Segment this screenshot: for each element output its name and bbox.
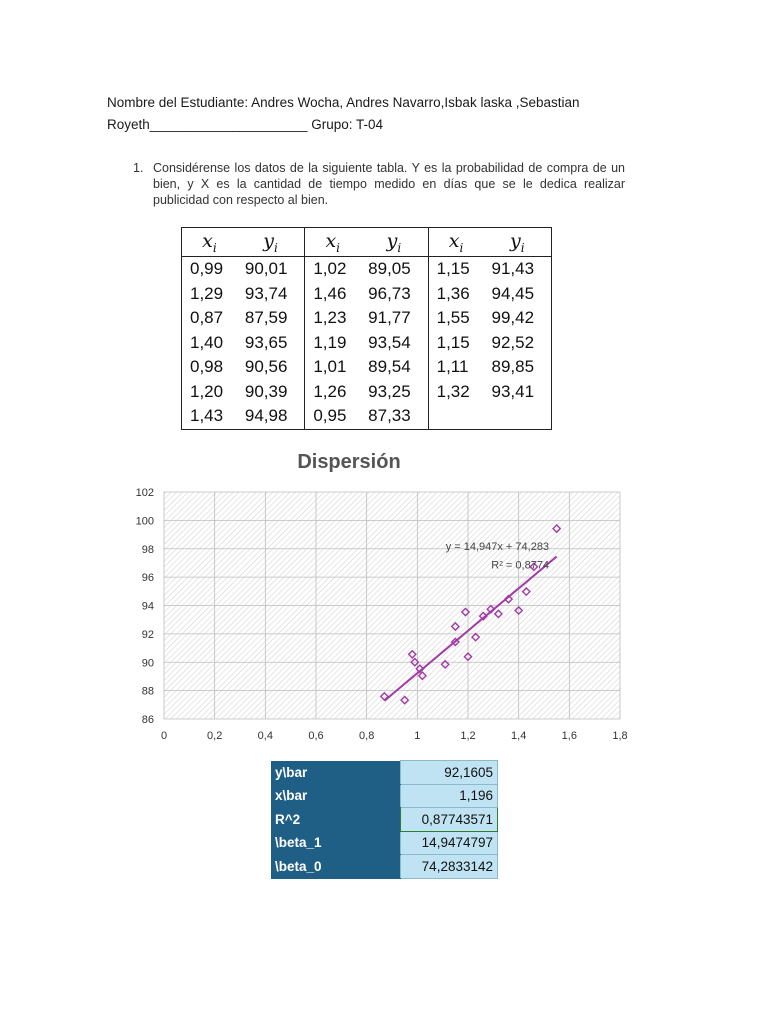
data-table xyxy=(181,227,552,430)
table-cell: 1,11 xyxy=(436,357,469,377)
x-tick-label: 1 xyxy=(414,730,421,742)
x-tick-label: 0,6 xyxy=(308,730,324,742)
col-header: $y_i$ xyxy=(509,229,525,255)
table-cell: 94,98 xyxy=(237,404,305,429)
table-cell: 89,05 xyxy=(360,257,428,282)
table-cell: 91,43 xyxy=(491,259,535,279)
table-cell: 96,73 xyxy=(360,282,428,307)
table-cell: 89,54 xyxy=(360,355,428,380)
table-cell: 87,33 xyxy=(360,404,428,429)
summary-row xyxy=(271,855,498,879)
table-cell: 1,01 xyxy=(313,357,347,377)
col-header: $y_i$ xyxy=(360,228,428,257)
table-cell: 93,65 xyxy=(237,331,305,356)
table-cell: 1,20 xyxy=(190,381,224,401)
x-tick-label: 0,2 xyxy=(207,730,223,742)
y-tick-label: 94 xyxy=(141,600,154,613)
summary-row xyxy=(271,808,498,832)
x-axis-ticks xyxy=(161,730,628,742)
table-cell: 1,15 xyxy=(436,259,470,279)
x-tick-label: 0,8 xyxy=(359,730,375,742)
table-cell: 1,55 xyxy=(436,308,470,328)
summary-label: \beta_1 xyxy=(271,831,401,855)
summary-label: x\bar xyxy=(271,784,401,808)
table-row xyxy=(182,306,552,331)
y-tick-label: 86 xyxy=(141,714,154,726)
student-header xyxy=(107,92,647,136)
col-header: $y_i$ xyxy=(237,228,305,257)
table-cell: 1,19 xyxy=(313,332,347,352)
summary-label: R^2 xyxy=(271,808,401,832)
col-header: $x_i$ xyxy=(202,229,217,255)
table-header-row xyxy=(182,228,552,257)
y-tick-label: 92 xyxy=(141,628,154,641)
summary-value[interactable]: 0,87743571 xyxy=(401,808,498,832)
summary-row xyxy=(271,831,498,855)
x-tick-label: 1,2 xyxy=(460,730,476,742)
summary-value[interactable]: 74,2833142 xyxy=(401,855,498,879)
table-cell: 1,23 xyxy=(313,308,347,328)
table-cell: 0,99 xyxy=(190,259,224,279)
table-cell: 93,25 xyxy=(360,380,428,405)
y-tick-label: 88 xyxy=(141,685,154,698)
table-cell: 1,43 xyxy=(190,406,224,426)
summary-value[interactable]: 1,196 xyxy=(401,784,498,808)
x-tick-label: 1,4 xyxy=(511,730,527,742)
y-tick-label: 100 xyxy=(135,515,154,528)
table-cell: 90,56 xyxy=(237,355,305,380)
trendline-equation: y = 14,947x + 74,283 xyxy=(445,541,550,554)
table-cell: 1,32 xyxy=(436,381,470,401)
table-cell: 91,77 xyxy=(360,306,428,331)
r-squared-label: R² = 0,8774 xyxy=(491,559,550,572)
x-tick-label: 1,6 xyxy=(561,730,577,742)
y-tick-label: 102 xyxy=(135,487,154,499)
col-header: $x_i$ xyxy=(325,229,341,255)
table-cell: 99,42 xyxy=(491,308,535,328)
chart-title: Dispersión xyxy=(297,451,401,473)
problem-text: Considérense los datos de la siguiente tabla. Y es la probabilidad de compra de un bien, y X es la cantidad de tiempo medido en días que se le dedica realizar publicidad con respecto al bien. xyxy=(153,161,625,207)
problem-number: 1. xyxy=(133,161,144,175)
table-row xyxy=(182,380,552,405)
table-cell: 1,40 xyxy=(190,332,224,352)
y-axis-ticks xyxy=(136,487,154,726)
y-tick-label: 98 xyxy=(141,543,154,556)
summary-table xyxy=(271,760,498,879)
table-cell: 92,52 xyxy=(491,332,535,352)
table-cell: 93,54 xyxy=(360,331,428,356)
col-header: $x_i$ xyxy=(448,229,464,255)
scatter-chart-svg xyxy=(124,437,644,755)
table-cell: 1,46 xyxy=(313,283,347,303)
table-cell xyxy=(483,404,551,429)
summary-row xyxy=(271,761,498,785)
table-cell: 94,45 xyxy=(491,283,535,303)
summary-label: y\bar xyxy=(271,761,401,785)
table-row xyxy=(182,355,552,380)
table-cell: 1,26 xyxy=(313,381,347,401)
table-cell: 93,74 xyxy=(237,282,305,307)
table-row xyxy=(182,282,552,307)
table-cell xyxy=(428,404,483,429)
y-tick-label: 90 xyxy=(141,657,154,670)
summary-value[interactable]: 92,1605 xyxy=(401,761,498,785)
table-cell: 87,59 xyxy=(237,306,305,331)
table-row xyxy=(182,257,552,282)
table-cell: 1,29 xyxy=(190,283,224,303)
student-names-line: Nombre del Estudiante: Andres Wocha, Andres Navarro,Isbak laska ,Sebastian xyxy=(107,95,580,110)
x-tick-label: 0,4 xyxy=(257,730,273,742)
scatter-chart xyxy=(124,437,644,755)
table-cell: 90,01 xyxy=(237,257,305,282)
table-cell: 1,02 xyxy=(313,259,347,279)
y-tick-label: 96 xyxy=(141,572,154,585)
table-cell: 93,41 xyxy=(491,381,535,401)
table-cell: 1,15 xyxy=(436,332,470,352)
summary-row xyxy=(271,784,498,808)
table-row xyxy=(182,331,552,356)
problem-statement xyxy=(133,160,625,208)
summary-label: \beta_0 xyxy=(271,855,401,879)
table-cell: 1,36 xyxy=(436,283,470,303)
table-cell: 0,87 xyxy=(190,308,224,328)
table-cell: 90,39 xyxy=(237,380,305,405)
summary-value[interactable]: 14,9474797 xyxy=(401,831,498,855)
table-cell: 0,98 xyxy=(190,357,224,377)
table-cell: 89,85 xyxy=(491,357,535,377)
x-tick-label: 0 xyxy=(160,730,168,742)
x-tick-label: 1,8 xyxy=(612,730,628,742)
table-cell: 0,95 xyxy=(313,406,347,426)
group-line: Royeth_____________________ Grupo: T-04 xyxy=(107,117,383,132)
table-row xyxy=(182,404,552,429)
